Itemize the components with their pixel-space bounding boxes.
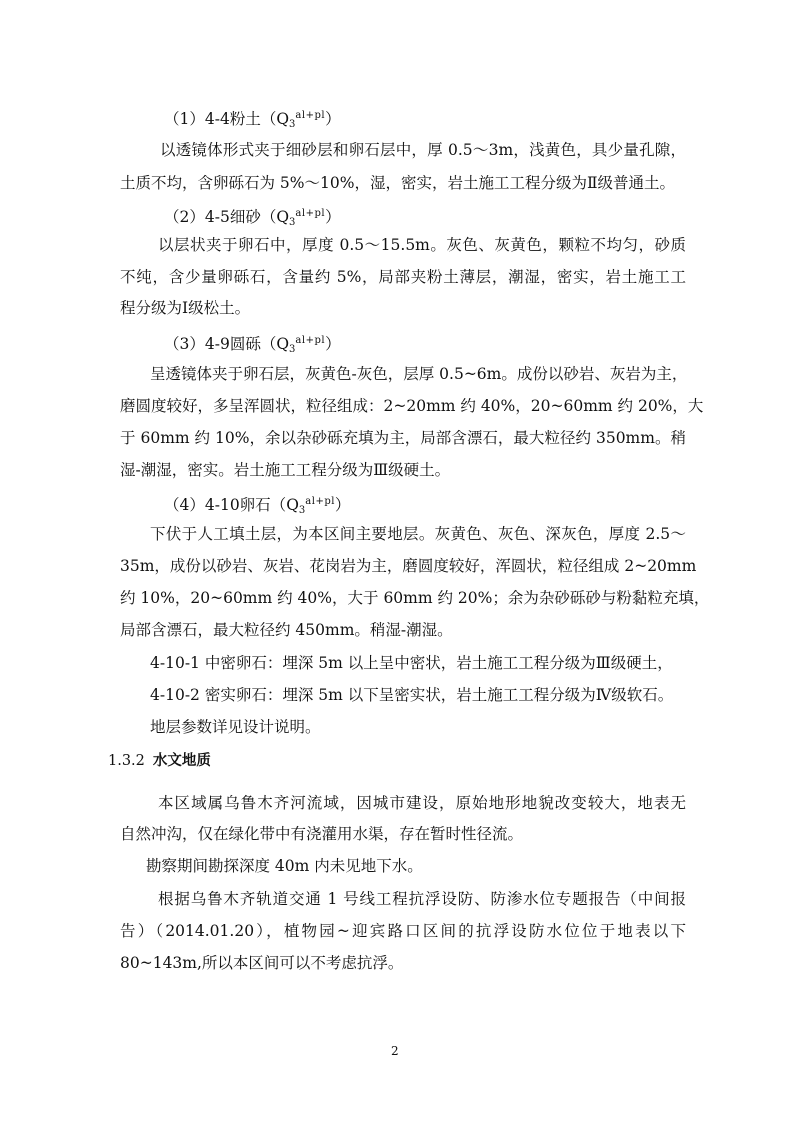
paragraph-line: 地层参数详见设计说明。: [150, 718, 321, 736]
page-number: 2: [391, 1044, 399, 1058]
section-heading: [108, 750, 211, 772]
paragraph-line: 4-10-2 密实卵石：埋深 5m 以下呈密实状，岩土施工工程分级为Ⅳ级软石。: [150, 686, 674, 704]
paragraph-line: 程分级为Ⅰ级松土。: [120, 299, 251, 317]
paragraph-line: 35m，成份以砂岩、灰岩、花岗岩为主，磨圆度较好，浑圆状，粒径组成 2~20mm: [120, 557, 697, 575]
geologic-age-symbol: $Q_3^{al+pl}$: [276, 335, 326, 355]
paragraph-line: 于 60mm 约 10%，余以杂砂砾充填为主，局部含漂石，最大粒径约 350mm。稍: [120, 429, 686, 447]
paragraph-line: 磨圆度较好，多呈浑圆状，粒径组成：2~20mm 约 40%，20~60mm 约 20%，大: [120, 397, 704, 415]
subheading-4-10-cobble: （4）4-10卵石$(Q_3^{al+pl})$: [164, 496, 351, 516]
paragraph-line: 以层状夹于卵石中，厚度 0.5～15.5m。灰色、灰黄色，颗粒不均匀，砂质: [158, 236, 686, 254]
paragraph-line: 本区域属乌鲁木齐河流域，因城市建设，原始地形地貌改变较大，地表无: [158, 794, 686, 812]
paragraph-line: 湿-潮湿，密实。岩土施工工程分级为Ⅲ级硬土。: [120, 461, 451, 479]
paragraph-line: 4-10-1 中密卵石：埋深 5m 以上呈中密状，岩土施工工程分级为Ⅲ级硬土，: [150, 654, 673, 672]
subheading-4-5-fine-sand: （2）4-5细砂$(Q_3^{al+pl})$: [164, 208, 341, 228]
paragraph-line: 呈透镜体夹于卵石层，灰黄色-灰色，层厚 0.5~6m。成份以砂岩、灰岩为主，: [150, 365, 688, 383]
section-number: 1.3.2: [108, 753, 145, 769]
paragraph-line: 80~143m,所以本区间可以不考虑抗浮。: [120, 954, 404, 972]
subheading-4-9-gravel: （3）4-9圆砾$(Q_3^{al+pl})$: [164, 335, 341, 355]
geologic-age-symbol: $Q_3^{al+pl}$: [286, 496, 335, 516]
paragraph-line: 局部含漂石，最大粒径约 450mm。稍湿-潮湿。: [120, 621, 453, 639]
geologic-age-symbol: $Q_3^{al+pl}$: [276, 208, 326, 228]
section-title: 水文地质: [152, 753, 211, 769]
paragraph-line: 土质不均，含卵砾石为 5%～10%，湿，密实，岩土施工工程分级为Ⅱ级普通土。: [120, 174, 676, 192]
paragraph-line: 自然冲沟，仅在绿化带中有浇灌用水渠，存在暂时性径流。: [120, 825, 524, 843]
paragraph-line: 不纯，含少量卵砾石，含量约 5%，局部夹粉土薄层，潮湿，密实，岩土施工工: [120, 268, 686, 286]
paragraph-line: 告）（2014.01.20），植物园~迎宾路口区间的抗浮设防水位位于地表以下: [120, 922, 686, 940]
paragraph-line: 以透镜体形式夹于细砂层和卵石层中，厚 0.5～3m，浅黄色，具少量孔隙，: [160, 141, 686, 159]
paragraph-line: 下伏于人工填土层，为本区间主要地层。灰黄色、灰色、深灰色，厚度 2.5～: [150, 525, 686, 543]
subheading-4-4-silt: （1）4-4粉土$(Q_3^{al+pl})$: [164, 110, 341, 130]
geologic-age-symbol: $Q_3^{al+pl}$: [276, 110, 326, 130]
paragraph-line: 勘察期间勘探深度 40m 内未见地下水。: [146, 857, 423, 875]
paragraph-line: 约 10%，20~60mm 约 40%，大于 60mm 约 20%；余为杂砂砾砂与粉黏粒充填，: [120, 589, 710, 607]
paragraph-line: 根据乌鲁木齐轨道交通 1 号线工程抗浮设防、防渗水位专题报告（中间报: [158, 890, 686, 908]
